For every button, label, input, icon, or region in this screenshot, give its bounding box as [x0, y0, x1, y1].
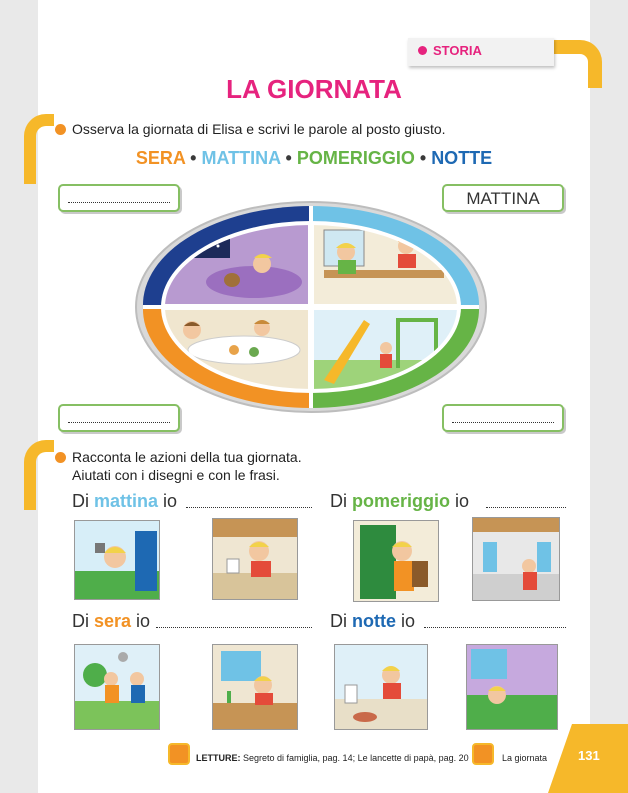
- write-line-sera[interactable]: [156, 614, 312, 628]
- answer-text: MATTINA: [466, 189, 540, 208]
- picture-walking-street: [472, 517, 560, 601]
- reading-book-icon: [168, 743, 190, 765]
- picture-wake-up: [74, 520, 160, 600]
- write-line-pomeriggio[interactable]: [486, 494, 566, 508]
- bullet-icon: [55, 124, 66, 135]
- picture-breakfast: [212, 518, 298, 600]
- prompt-pomeriggio: Di pomeriggio io: [330, 491, 470, 511]
- picture-coming-home: [353, 520, 439, 602]
- word-separator: •: [285, 148, 292, 168]
- prompt-mattina: Di mattina io: [72, 491, 178, 511]
- word-separator: •: [419, 148, 427, 168]
- word-sera: SERA: [135, 148, 186, 168]
- prompt-notte: Di notte io: [330, 611, 416, 631]
- word-pomeriggio: POMERIGGIO: [296, 148, 415, 168]
- prompt-sera: Di sera io: [72, 611, 151, 631]
- word-notte: NOTTE: [431, 148, 493, 168]
- page-title: LA GIORNATA: [226, 74, 402, 104]
- footer-link[interactable]: La giornata: [502, 753, 548, 763]
- write-line-mattina[interactable]: [186, 494, 312, 508]
- instruction-2-line-1: Racconta le azioni della tua giornata.: [72, 449, 302, 465]
- digital-resource-icon[interactable]: [472, 743, 494, 765]
- side-ribbon-2: [24, 440, 54, 510]
- word-bank: [0, 148, 628, 169]
- footer-letture: LETTURE: Segreto di famiglia, pag. 14; Le lancette di papà, pag. 20: [196, 753, 469, 763]
- picture-dinner: [334, 644, 428, 730]
- page-number: 131: [578, 748, 600, 763]
- section-tab-label: STORIA: [433, 43, 482, 58]
- tab-dot-icon: [418, 46, 427, 55]
- day-oval-illustration: [134, 200, 488, 414]
- write-line-notte[interactable]: [424, 614, 566, 628]
- picture-homework-evening: [212, 644, 298, 730]
- bullet-icon: [55, 452, 66, 463]
- instruction-1: Osserva la giornata di Elisa e scrivi le parole al posto giusto.: [72, 121, 446, 137]
- picture-playing-outside: [74, 644, 160, 730]
- word-separator: •: [190, 148, 197, 168]
- instruction-2-line-2: Aiutati con i disegni e con le frasi.: [72, 467, 280, 483]
- word-mattina: MATTINA: [201, 148, 281, 168]
- picture-sleeping: [466, 644, 558, 730]
